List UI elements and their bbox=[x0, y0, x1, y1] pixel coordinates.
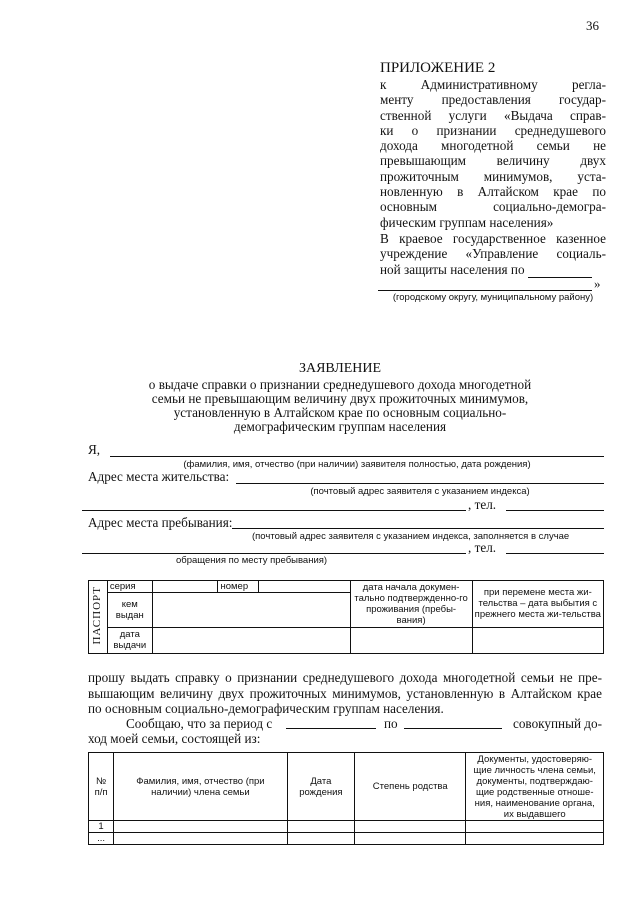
family-table bbox=[88, 752, 604, 845]
appendix-line: прожиточным минимумов, уста- bbox=[380, 168, 606, 184]
stay-hint-2: обращения по месту пребывания) bbox=[176, 555, 328, 566]
inform-suffix: совокупный до- bbox=[512, 716, 602, 731]
stay-hint: (почтовый адрес заявителя с указанием индекса, заполняется в случае bbox=[252, 531, 570, 542]
request-line: прошу выдать справку о признании среднедушевого дохода многодетной семьи не пре- bbox=[88, 670, 602, 685]
appendix-line: превышающим величину двух bbox=[380, 153, 606, 169]
header-documents: Документы, удостоверяю-щие личность члена семьи, документы, подтверждаю-щие родственные отноше-ния, наименование органа, их выдавшего bbox=[466, 753, 604, 821]
series-field[interactable] bbox=[152, 581, 218, 593]
residence-phone-field[interactable] bbox=[506, 510, 604, 511]
appendix-block bbox=[380, 60, 606, 230]
close-quote: » bbox=[594, 276, 601, 291]
passport-table bbox=[88, 580, 604, 654]
period-from-field[interactable] bbox=[286, 728, 376, 729]
number-label: номер bbox=[218, 581, 259, 593]
header-relation: Степень родства bbox=[355, 753, 466, 821]
table-cell[interactable] bbox=[466, 821, 604, 833]
table-cell[interactable] bbox=[114, 833, 288, 845]
doc-start-field[interactable] bbox=[350, 627, 472, 653]
stay-phone-field[interactable] bbox=[506, 553, 604, 554]
issued-by-label: кем выдан bbox=[107, 593, 152, 627]
appendix-line: фическим группам населения» bbox=[380, 214, 554, 230]
document-title: ЗАЯВЛЕНИЕ bbox=[298, 361, 382, 376]
tel-label: , тел. bbox=[468, 497, 497, 512]
table-cell: ... bbox=[89, 833, 114, 845]
ya-label: Я, bbox=[88, 442, 101, 457]
applicant-name-field[interactable] bbox=[110, 456, 604, 457]
residence-field-line2[interactable] bbox=[82, 510, 466, 511]
table-cell[interactable] bbox=[355, 833, 466, 845]
appendix-line: новленную в Алтайском крае по bbox=[380, 184, 606, 200]
passport-cell bbox=[89, 581, 108, 654]
addressee-line: В краевое государственное казенное bbox=[380, 231, 606, 246]
heading-line: демографическим группам населения bbox=[233, 419, 447, 434]
applicant-name-hint: (фамилия, имя, отчество (при наличии) заявителя полностью, дата рождения) bbox=[183, 459, 531, 470]
page-number: 36 bbox=[586, 18, 599, 33]
residence-field[interactable] bbox=[236, 483, 604, 484]
residence-label: Адрес места жительства: bbox=[88, 469, 230, 484]
appendix-line: менту предоставления государ- bbox=[380, 92, 606, 108]
stay-address-field-line2[interactable] bbox=[82, 553, 466, 554]
header-birth: Дата рождения bbox=[287, 753, 354, 821]
table-cell[interactable] bbox=[287, 821, 354, 833]
appendix-line: ки о признании среднедушевого bbox=[380, 122, 606, 138]
appendix-line: дохода многодетной семьи не bbox=[380, 138, 606, 154]
table-cell[interactable] bbox=[466, 833, 604, 845]
on-change-header: при перемене места жи-тельства – дата выбытия с прежнего места жи-тельства bbox=[472, 581, 603, 628]
issued-by-field[interactable] bbox=[152, 593, 350, 627]
appendix-line: ственной услуги «Выдача справ- bbox=[380, 107, 606, 123]
inform-line2: ход моей семьи, состоящей из: bbox=[88, 731, 261, 746]
passport-label: ПАСПОРТ bbox=[91, 586, 104, 645]
table-cell[interactable] bbox=[355, 821, 466, 833]
table-cell[interactable] bbox=[287, 833, 354, 845]
header-num: № п/п bbox=[89, 753, 114, 821]
appendix-title: ПРИЛОЖЕНИЕ 2 bbox=[380, 60, 496, 76]
district-line[interactable] bbox=[378, 290, 592, 291]
addressee-line: ной защиты населения по bbox=[380, 261, 525, 277]
stay-address-field[interactable] bbox=[232, 528, 604, 529]
inform-prefix: Сообщаю, что за период с bbox=[126, 716, 273, 731]
period-to-field[interactable] bbox=[404, 728, 502, 729]
issue-date-label: дата выдачи bbox=[107, 627, 152, 653]
series-label: серия bbox=[107, 581, 152, 593]
request-paragraph bbox=[88, 670, 602, 717]
request-line: по основным социально-демографическим группам населения. bbox=[88, 701, 444, 716]
on-change-field[interactable] bbox=[472, 627, 603, 653]
residence-hint: (почтовый адрес заявителя с указанием индекса) bbox=[310, 486, 530, 497]
inform-po: по bbox=[384, 716, 398, 731]
doc-start-header: дата начала докумен-тально подтвержденно-го проживания (пребы-вания) bbox=[350, 581, 472, 628]
request-line: вышающим величину двух прожиточных минимумов, установленную в Алтайском крае bbox=[88, 685, 602, 701]
issue-date-field[interactable] bbox=[152, 627, 350, 653]
tel-label: , тел. bbox=[468, 540, 497, 555]
appendix-line: к Административному регла- bbox=[380, 77, 606, 92]
appendix-line: основным социально-демогра- bbox=[380, 199, 606, 215]
district-field[interactable] bbox=[528, 262, 592, 278]
table-cell: 1 bbox=[89, 821, 114, 833]
heading-line: о выдаче справки о признании среднедушевого дохода многодетной bbox=[148, 377, 532, 392]
addressee-block bbox=[380, 231, 606, 278]
table-cell[interactable] bbox=[114, 821, 288, 833]
heading-line: семьи не превышающим величину двух прожиточных минимумов, bbox=[151, 391, 529, 406]
number-field[interactable] bbox=[259, 581, 350, 593]
heading-line: установленную в Алтайском крае по основным социально- bbox=[173, 405, 507, 420]
header-name: Фамилия, имя, отчество (при наличии) члена семьи bbox=[114, 753, 288, 821]
addressee-hint: (городскому округу, муниципальному району) bbox=[392, 292, 594, 303]
stay-label: Адрес места пребывания: bbox=[88, 515, 233, 530]
addressee-line: учреждение «Управление социаль- bbox=[380, 246, 606, 262]
